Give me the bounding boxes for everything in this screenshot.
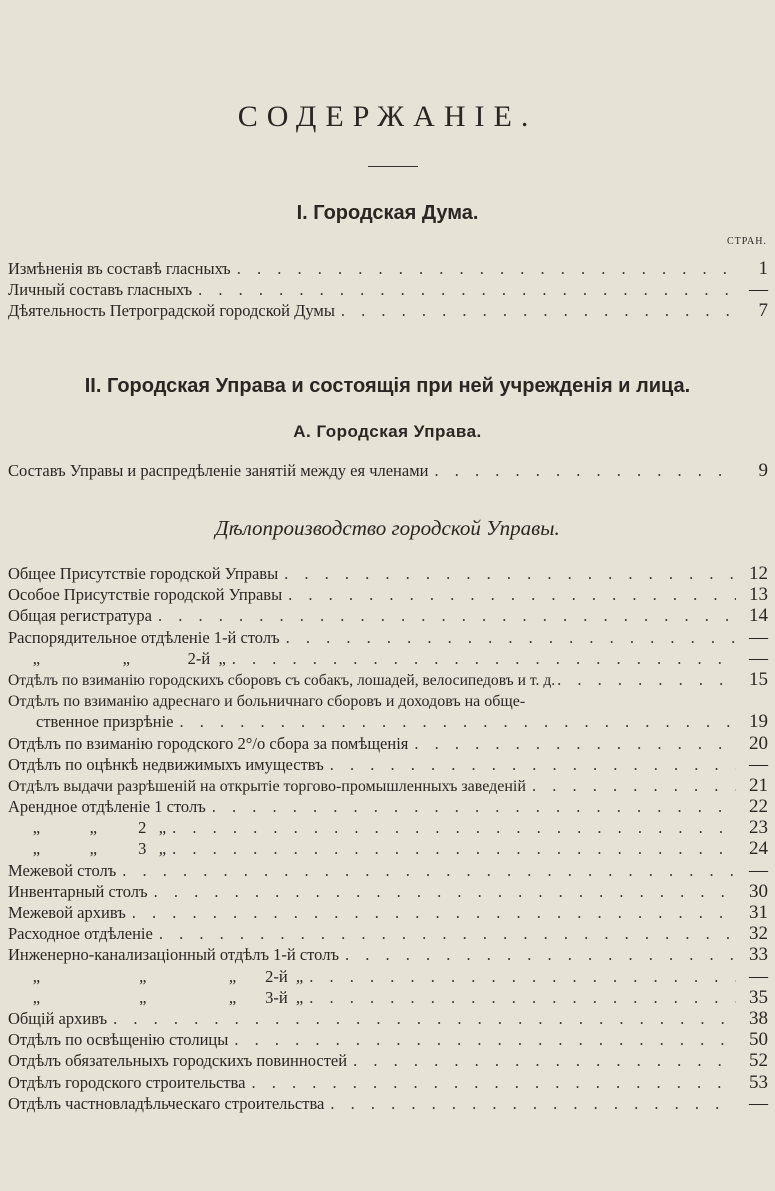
- toc-entry-label: „ „ „ 3-й „: [8, 987, 304, 1007]
- toc-entry-page: 21: [749, 774, 768, 796]
- subsection-heading-board: А. Городская Управа.: [293, 422, 482, 441]
- dot-leader: [132, 902, 736, 923]
- toc-entry-page: —: [749, 753, 768, 775]
- toc-entry: [8, 838, 768, 859]
- dot-leader: [172, 838, 736, 859]
- toc-entry: [8, 881, 768, 902]
- toc-entry-page: 23: [749, 817, 768, 839]
- toc-entry: [8, 258, 768, 279]
- toc-entry-label: Дѣятельность Петроградской городской Думы: [8, 301, 335, 321]
- toc-entry: [8, 605, 768, 626]
- dot-leader: [198, 279, 736, 300]
- toc-entry: [8, 754, 768, 775]
- toc-entry: [8, 1072, 768, 1093]
- title-rule: [368, 166, 418, 167]
- toc-entry-page: 15: [749, 668, 768, 690]
- toc-entry-page: 32: [749, 923, 768, 945]
- toc-entry: [8, 987, 768, 1008]
- toc-entry-label: Измѣненія въ составѣ гласныхъ: [8, 259, 231, 278]
- dot-leader: [159, 923, 736, 944]
- dot-leader: [353, 1050, 736, 1071]
- toc-entry: [8, 563, 768, 584]
- page-column-label: СТРАН.: [726, 236, 767, 247]
- toc-entry-label: Личный составъ гласныхъ: [8, 280, 193, 300]
- toc-entry-label: Общая регистратура: [8, 606, 152, 626]
- dot-leader: [286, 627, 736, 648]
- toc-entry-label: Отдѣлъ по освѣщенію столицы: [8, 1030, 229, 1050]
- toc-entry-label: Отдѣлъ частновладѣльческаго строительства: [8, 1093, 325, 1113]
- toc-entry-label: Межевой архивъ: [8, 903, 126, 922]
- toc-entry-label: Отдѣлъ по взиманію адреснаго и больничнаго сборовъ и доходовъ на обще-: [8, 693, 526, 711]
- toc-entry: [8, 944, 768, 965]
- dot-leader: [154, 881, 736, 902]
- dot-leader: [309, 987, 736, 1008]
- toc-entry: [8, 279, 768, 300]
- toc-section-2: [8, 460, 768, 481]
- toc-entry: [8, 627, 768, 648]
- toc-entry: [8, 775, 768, 796]
- toc-entry: [8, 923, 768, 944]
- dot-leader: [288, 584, 736, 605]
- dot-leader: [330, 754, 736, 775]
- toc-entry: [8, 690, 768, 711]
- toc-entry-page: —: [749, 859, 768, 881]
- dot-leader: [345, 944, 736, 965]
- toc-entry-page: —: [749, 965, 768, 987]
- toc-entry-page: 38: [749, 1007, 768, 1029]
- toc-entry-label: Составъ Управы и распредѣленіе занятій между ея членами: [8, 461, 429, 480]
- toc-entry: [8, 584, 768, 605]
- toc-entry-page: 20: [749, 732, 768, 754]
- toc-entry-label: Отдѣлъ по взиманію городскихъ сборовъ съ собакъ, лошадей, велосипедовъ и т. д.: [8, 671, 556, 689]
- toc-entry-label: Распорядительное отдѣленіе 1-й столъ: [8, 627, 280, 647]
- dot-leader: [414, 733, 736, 754]
- dot-leader: [330, 1093, 736, 1114]
- toc-entry: [8, 300, 768, 321]
- dot-leader: [232, 648, 736, 669]
- dot-leader: [284, 563, 736, 584]
- toc-entry: [8, 966, 768, 987]
- toc-entry: [8, 460, 768, 481]
- toc-entry-page: 1: [758, 258, 768, 279]
- toc-entry: [8, 1050, 768, 1071]
- toc-entry: [8, 817, 768, 838]
- dot-leader: [251, 1072, 736, 1093]
- section-heading-city-duma: I. Городская Дума.: [296, 202, 479, 224]
- toc-entry-page: 52: [749, 1050, 768, 1072]
- toc-entry-label: Отдѣлъ обязательныхъ городскихъ повинностей: [8, 1051, 348, 1071]
- dot-leader: [341, 300, 736, 321]
- toc-entry: [8, 711, 768, 732]
- toc-entry-label: Отдѣлъ по оцѣнкѣ недвижимыхъ имуществъ: [8, 754, 324, 774]
- toc-entry-label: Особое Присутствіе городской Управы: [8, 585, 283, 605]
- section-heading-city-board: II. Городская Управа и состоящія при ней учрежденія и лица.: [84, 375, 691, 397]
- toc-entry-page: —: [749, 1092, 768, 1114]
- toc-entry: [8, 902, 768, 923]
- toc-entry-label: „ „ 3 „: [8, 839, 167, 859]
- toc-entry-label: Отдѣлъ выдачи разрѣшеній на открытіе торгово-промышленныхъ заведеній: [8, 777, 526, 795]
- toc-entry-page: 7: [758, 300, 768, 322]
- toc-entry-page: 12: [749, 563, 768, 584]
- toc-entry-page: 30: [749, 880, 768, 902]
- toc-entry: [8, 733, 768, 754]
- toc-entry-page: —: [749, 279, 768, 301]
- dot-leader: [532, 775, 736, 796]
- toc-entry-page: 35: [749, 986, 768, 1008]
- toc-entry-label: Арендное отдѣленіе 1 столъ: [8, 797, 206, 817]
- toc-entry: [8, 796, 768, 817]
- dot-leader: [113, 1008, 736, 1029]
- dot-leader: [180, 711, 737, 732]
- toc-entry-label-continuation: ственное призрѣніе: [36, 712, 174, 732]
- toc-entry-page: 50: [749, 1029, 768, 1051]
- toc-entry-page: 53: [749, 1071, 768, 1093]
- toc-entry: [8, 648, 768, 669]
- toc-entry-page: 19: [749, 711, 768, 733]
- toc-entry: [8, 860, 768, 881]
- toc-entry-label: Общій архивъ: [8, 1008, 108, 1028]
- dot-leader: [237, 258, 736, 279]
- toc-entry: [8, 1029, 768, 1050]
- toc-entry-page: 33: [749, 944, 768, 966]
- toc-entry: [8, 1093, 768, 1114]
- toc-entry-page: 24: [749, 838, 768, 860]
- toc-entry-label: „ „ „ 2-й „: [8, 966, 304, 986]
- toc-entry-page: 13: [749, 584, 768, 606]
- dot-leader: [158, 605, 736, 626]
- toc-entry-page: —: [749, 647, 768, 669]
- subsection-heading-office-work: Дѣлопроизводство городской Управы.: [215, 516, 560, 540]
- toc-entry-page: —: [749, 626, 768, 648]
- toc-entry-label: Межевой столъ: [8, 860, 117, 880]
- page-title: СОДЕРЖАНІЕ.: [237, 100, 538, 133]
- toc-entry-label: Инвентарный столъ: [8, 881, 148, 901]
- toc-entry-label: Инженерно-канализаціонный отдѣлъ 1-й столъ: [8, 945, 339, 965]
- toc-entry: [8, 669, 768, 690]
- toc-entry-page: 31: [749, 902, 768, 923]
- toc-entry-label: Отдѣлъ по взиманію городского 2°/о сбора за помѣщенія: [8, 733, 409, 753]
- toc-entry-page: 22: [749, 796, 768, 818]
- toc-entry-label: „ „ 2 „: [8, 818, 167, 838]
- toc-entry-label: Отдѣлъ городского строительства: [8, 1072, 246, 1092]
- dot-leader: [172, 817, 736, 838]
- dot-leader: [434, 460, 736, 481]
- toc-section-3: [8, 563, 768, 1114]
- dot-leader: [557, 669, 740, 690]
- dot-leader: [234, 1029, 736, 1050]
- toc-entry-page: 14: [749, 605, 768, 627]
- toc-entry-label: „ „ 2-й „: [8, 648, 226, 668]
- dot-leader: [309, 966, 736, 987]
- toc-entry-label: Расходное отдѣленіе: [8, 924, 153, 944]
- toc-section-1: [8, 258, 768, 322]
- toc-entry-page: 9: [758, 460, 768, 481]
- toc-entry: [8, 1008, 768, 1029]
- toc-entry-label: Общее Присутствіе городской Управы: [8, 564, 279, 583]
- dot-leader: [122, 860, 736, 881]
- dot-leader: [212, 796, 736, 817]
